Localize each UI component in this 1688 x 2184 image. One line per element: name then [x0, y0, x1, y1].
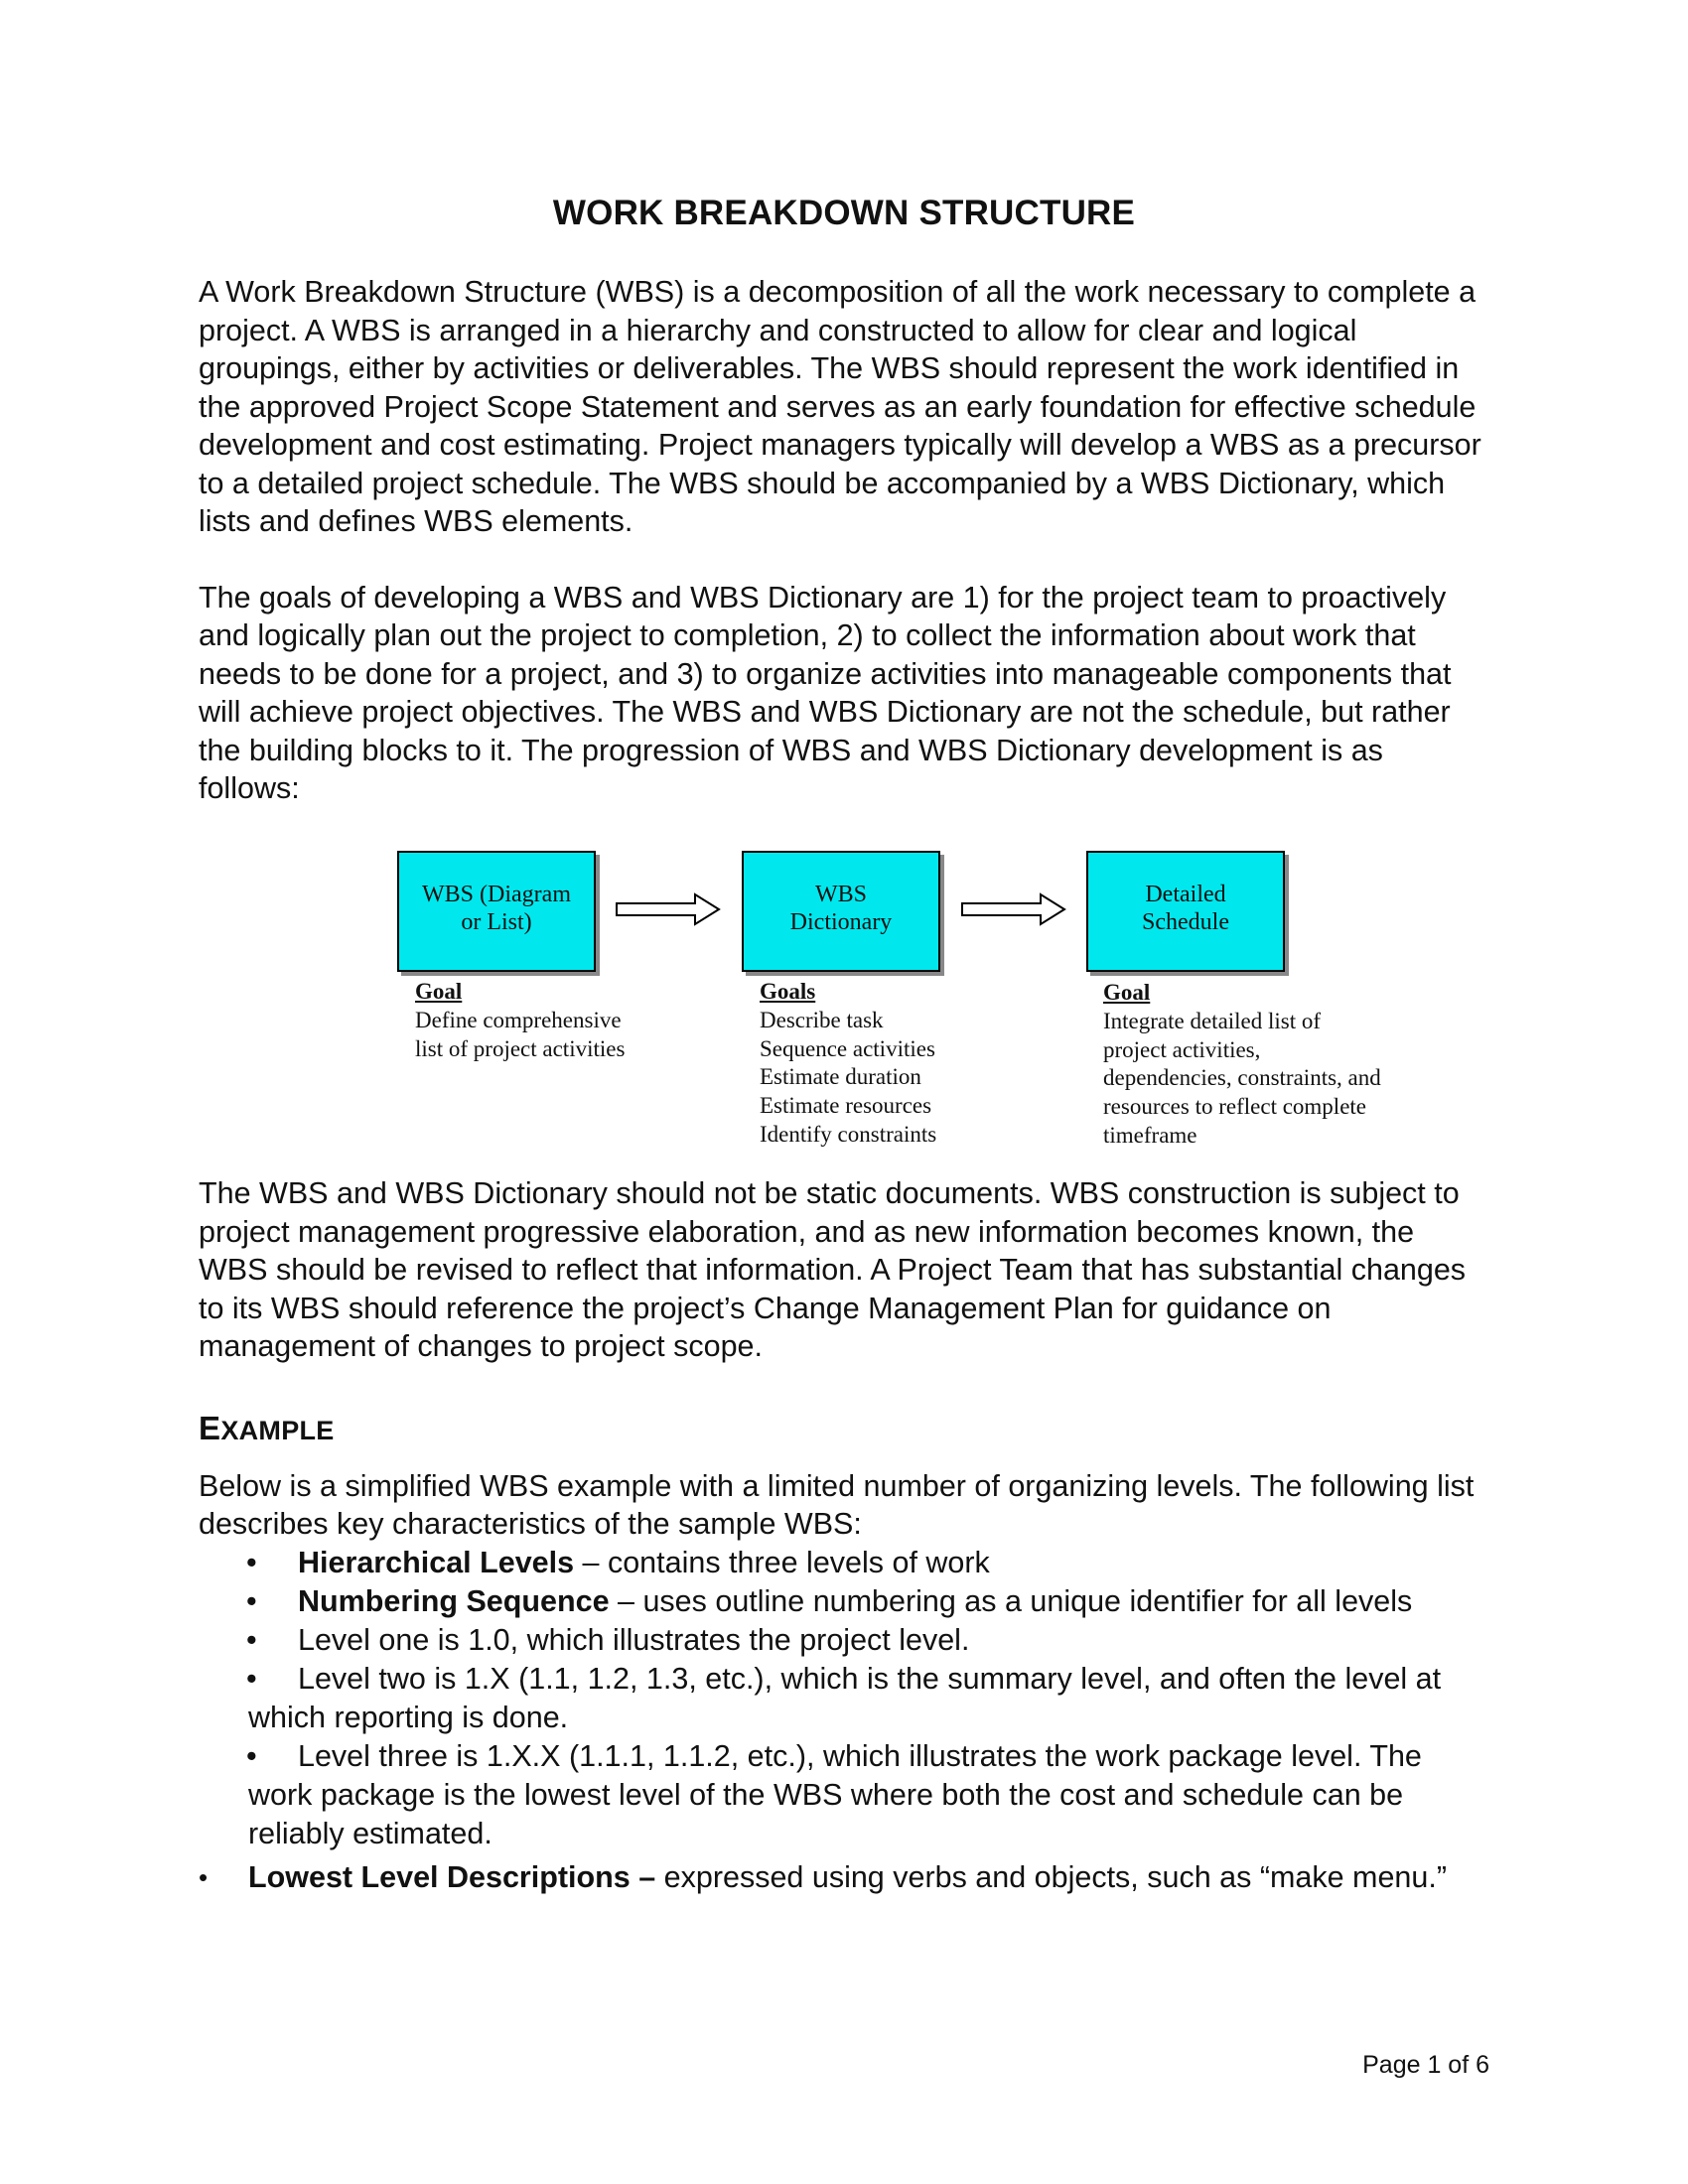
- goal-line: dependencies, constraints, and: [1103, 1065, 1381, 1091]
- box-label-line: Schedule: [1142, 909, 1229, 935]
- detailed-schedule-box: [1086, 851, 1285, 972]
- wbs-diagram-box: [397, 851, 596, 972]
- item-bold: Hierarchical Levels: [298, 1545, 575, 1579]
- heading-rest: XAMPLE: [220, 1415, 335, 1445]
- goal-line: Estimate resources: [760, 1093, 932, 1119]
- item-text: Level three is 1.X.X (1.1.1, 1.1.2, etc.), which illustrates the work package level. The work package is the lowest level of the WBS where both the cost and schedule can be reliably estimated.: [248, 1738, 1422, 1850]
- list-item: [199, 1544, 1489, 1582]
- document-lower-section: [199, 1174, 1489, 1898]
- goal-line: Sequence activities: [760, 1035, 935, 1061]
- goal-heading: Goal: [415, 979, 463, 1004]
- goal-line: Define comprehensive: [415, 1007, 622, 1032]
- list-item: [199, 1582, 1489, 1621]
- list-item-last: [199, 1857, 1489, 1898]
- goal-line: resources to reflect complete: [1103, 1094, 1367, 1120]
- characteristics-list: [199, 1544, 1489, 1853]
- box-label-line: WBS: [814, 882, 867, 907]
- example-heading: [199, 1410, 1489, 1447]
- goals-paragraph: The goals of developing a WBS and WBS Dictionary are 1) for the project team to proactively and logically plan out the project to completion, 2) to collect the information about work that needs to be done for a project, and 3) to organize activities into manageable components that will achieve project objectives. The WBS and WBS Dictionary are not the schedule, but rather the building blocks to it. The progression of WBS and WBS Dictionary development is as follows:: [199, 580, 1452, 805]
- wbs-dictionary-box: [742, 851, 940, 972]
- goal-block-schedule: [1103, 979, 1381, 1151]
- list-item: [199, 1660, 1489, 1737]
- item-bold: Lowest Level Descriptions –: [248, 1859, 656, 1894]
- goal-heading: Goal: [1103, 980, 1151, 1005]
- item-text: – uses outline numbering as a unique identifier for all levels: [609, 1583, 1413, 1618]
- bullet-icon: •: [246, 1545, 257, 1579]
- bullet-icon: •: [246, 1583, 257, 1618]
- goal-block-dictionary: [760, 978, 936, 1150]
- intro-paragraph: A Work Breakdown Structure (WBS) is a decomposition of all the work necessary to complete a project. A WBS is arranged in a hierarchy and constructed to allow for clear and logical groupings, either by activities or deliverables. The WBS should represent the work identified in the approved Project Scope Statement and serves as an early foundation for effective schedule development and cost estimating. Project managers typically will develop a WBS as a precursor to a detailed project schedule. The WBS should be accompanied by a WBS Dictionary, which lists and defines WBS elements.: [199, 275, 1481, 538]
- box-label-line: WBS (Diagram: [422, 882, 571, 907]
- item-text: – contains three levels of work: [574, 1545, 990, 1579]
- goal-block-wbs: [415, 978, 625, 1063]
- page-title: WORK BREAKDOWN STRUCTURE: [552, 194, 1136, 232]
- heading-initial: E: [199, 1409, 221, 1446]
- goal-line: project activities,: [1103, 1036, 1261, 1062]
- goal-line: timeframe: [1103, 1122, 1197, 1148]
- list-item: [199, 1621, 1489, 1660]
- goal-line: Describe task: [760, 1007, 884, 1032]
- goal-line: Integrate detailed list of: [1103, 1008, 1322, 1033]
- example-intro-paragraph: Below is a simplified WBS example with a limited number of organizing levels. The following list describes key characteristics of the sample WBS:: [199, 1468, 1475, 1541]
- item-text: Level one is 1.0, which illustrates the project level.: [298, 1622, 970, 1657]
- revision-paragraph: The WBS and WBS Dictionary should not be static documents. WBS construction is subject to project management progressive elaboration, and as new information becomes known, the WBS should be revised to reflect that information. A Project Team that has substantial changes to its WBS should reference the project’s Change Management Plan for guidance on management of changes to project scope.: [199, 1176, 1467, 1363]
- document-body: [199, 194, 1489, 808]
- box-label-line: or List): [461, 909, 532, 935]
- goal-line: list of project activities: [415, 1035, 626, 1061]
- box-label-line: Dictionary: [789, 909, 893, 935]
- page-number: Page 1 of 6: [1362, 2051, 1489, 2079]
- goal-line: Identify constraints: [760, 1121, 937, 1147]
- item-bold: Numbering Sequence: [298, 1583, 610, 1618]
- list-item: [199, 1737, 1489, 1853]
- goal-line: Estimate duration: [760, 1064, 921, 1090]
- bullet-icon: •: [246, 1661, 257, 1696]
- goal-heading: Goals: [760, 979, 816, 1004]
- wbs-progression-diagram: [199, 851, 1489, 1178]
- bullet-icon: •: [246, 1622, 257, 1657]
- bullet-icon: •: [199, 1861, 209, 1892]
- right-arrow-icon: [616, 892, 721, 926]
- right-arrow-icon: [961, 892, 1066, 926]
- box-label-line: Detailed: [1145, 882, 1226, 907]
- item-text: expressed using verbs and objects, such as “make menu.”: [655, 1859, 1447, 1894]
- bullet-icon: •: [246, 1738, 257, 1773]
- item-text: Level two is 1.X (1.1, 1.2, 1.3, etc.), which is the summary level, and often the level at which reporting is done.: [248, 1661, 1442, 1734]
